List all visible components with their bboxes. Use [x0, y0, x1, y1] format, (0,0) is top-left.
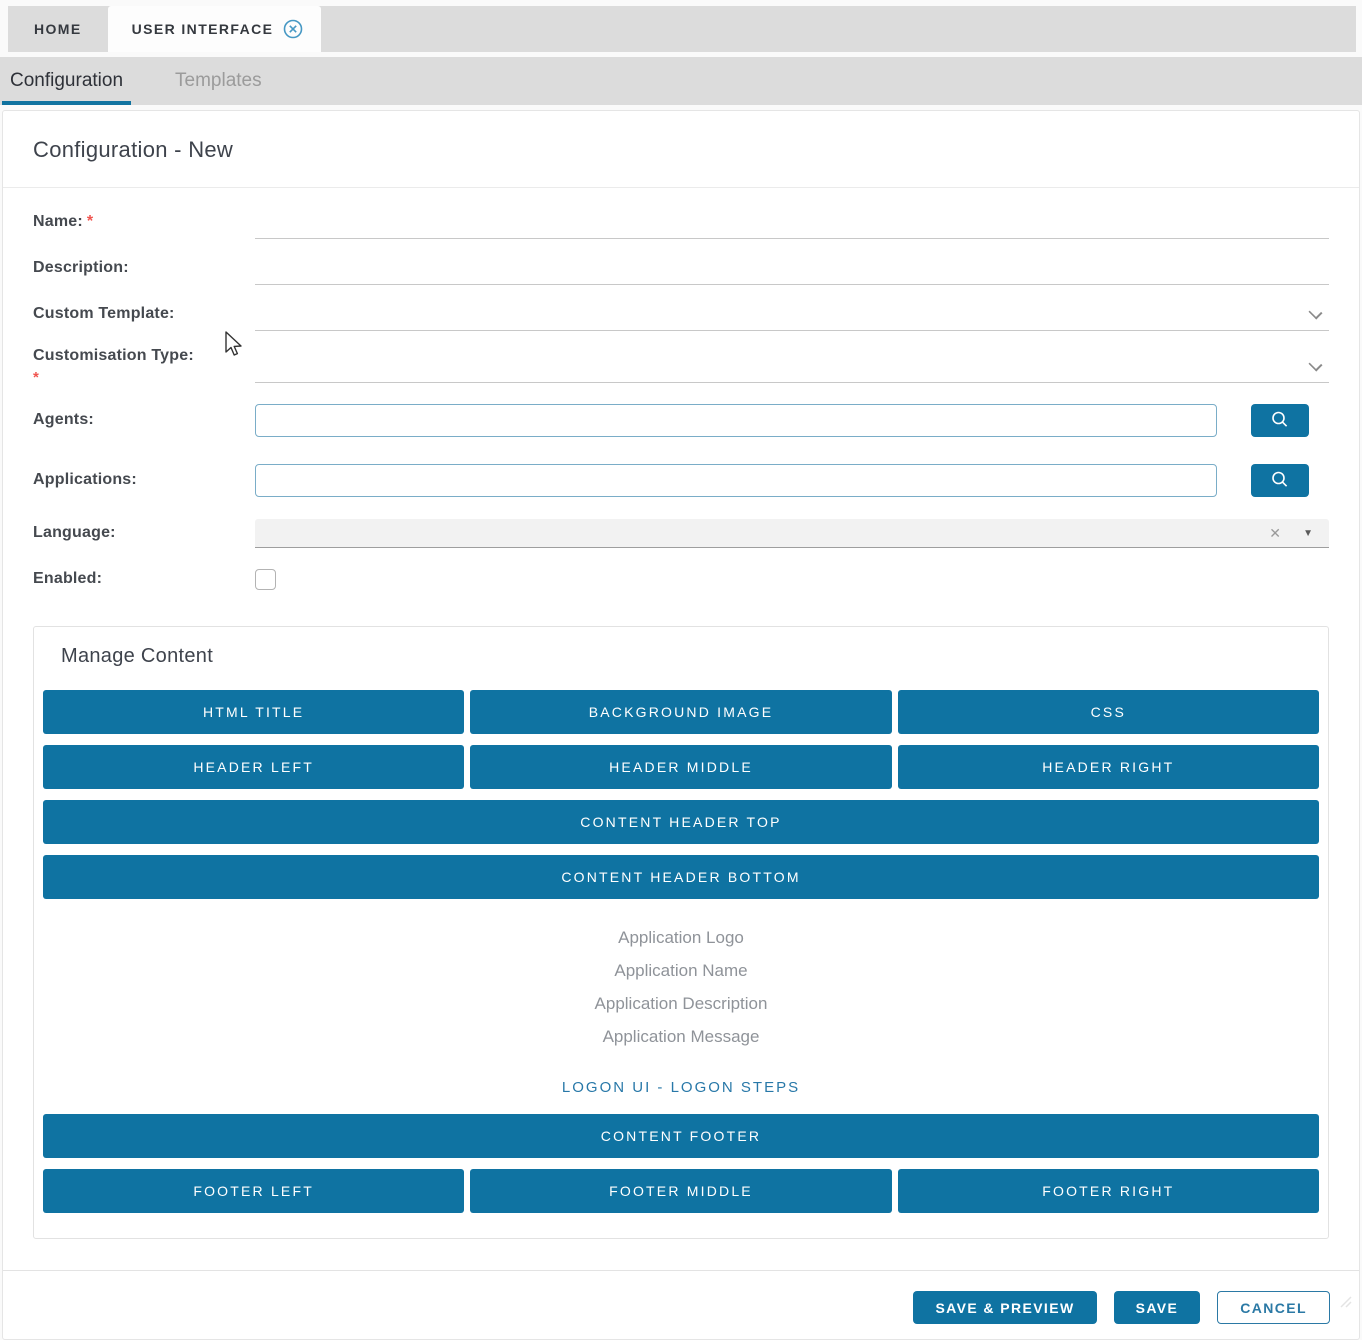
- description-input[interactable]: [255, 256, 1329, 279]
- clear-icon[interactable]: ✕: [1269, 524, 1281, 541]
- page-title: Configuration - New: [33, 137, 234, 162]
- application-message-item: Application Message: [602, 1027, 760, 1046]
- agents-row: [33, 398, 1329, 442]
- customisation-type-label: Customisation Type: *: [33, 347, 255, 386]
- customisation-type-row: [33, 342, 1329, 390]
- panel-header: [3, 111, 1359, 188]
- footer-right-button[interactable]: FOOTER RIGHT: [898, 1169, 1319, 1213]
- customisation-type-value[interactable]: [255, 354, 1329, 377]
- language-label: Language:: [33, 524, 116, 541]
- save-and-preview-button[interactable]: SAVE & PREVIEW: [913, 1291, 1096, 1324]
- content-header-bottom-button[interactable]: CONTENT HEADER BOTTOM: [43, 855, 1319, 899]
- enabled-row: [33, 566, 1329, 592]
- logon-ui-logon-steps-link[interactable]: LOGON UI - LOGON STEPS: [561, 1079, 801, 1096]
- enabled-checkbox[interactable]: [255, 569, 276, 590]
- cancel-button[interactable]: CANCEL: [1217, 1291, 1330, 1324]
- sub-nav: [0, 57, 1362, 105]
- tab-home-label: HOME: [34, 21, 82, 37]
- application-description-item: Application Description: [594, 994, 768, 1013]
- applications-label: Applications:: [33, 471, 137, 488]
- html-title-button[interactable]: HTML TITLE: [43, 690, 464, 734]
- css-button[interactable]: CSS: [898, 690, 1319, 734]
- content-placeholders: [43, 921, 1319, 1053]
- manage-content-section: [33, 626, 1329, 1239]
- agents-label: Agents:: [33, 411, 94, 428]
- enabled-label: Enabled:: [33, 570, 103, 587]
- customisation-type-required-marker: *: [33, 368, 40, 386]
- save-button[interactable]: SAVE: [1114, 1291, 1201, 1324]
- name-label: Name: *: [33, 213, 94, 230]
- language-combobox[interactable]: [255, 519, 1329, 548]
- header-right-button[interactable]: HEADER RIGHT: [898, 745, 1319, 789]
- custom-template-value[interactable]: [255, 302, 1329, 325]
- applications-row: [33, 458, 1329, 502]
- description-row: [33, 250, 1329, 286]
- tab-user-interface[interactable]: [108, 6, 322, 52]
- resize-grip-icon[interactable]: [1336, 1292, 1352, 1308]
- agents-search-button[interactable]: [1251, 404, 1309, 437]
- configuration-form: [3, 188, 1359, 606]
- dropdown-arrow-icon[interactable]: ▼: [1303, 527, 1313, 539]
- header-left-button[interactable]: HEADER LEFT: [43, 745, 464, 789]
- tab-user-interface-label: USER INTERFACE: [131, 21, 274, 37]
- configuration-panel: [2, 110, 1360, 1340]
- top-tab-bar: [0, 0, 1362, 52]
- footer-left-button[interactable]: FOOTER LEFT: [43, 1169, 464, 1213]
- search-icon: [1269, 409, 1291, 431]
- header-middle-button[interactable]: HEADER MIDDLE: [470, 745, 891, 789]
- action-bar: [3, 1270, 1359, 1339]
- manage-content-title: Manage Content: [61, 645, 214, 667]
- language-row: [33, 518, 1329, 548]
- custom-template-label: Custom Template:: [33, 305, 175, 322]
- subtab-configuration[interactable]: [2, 57, 131, 105]
- subtab-templates-label: Templates: [175, 70, 262, 91]
- application-name-item: Application Name: [614, 961, 748, 980]
- customisation-type-select[interactable]: [255, 349, 1329, 383]
- agents-input[interactable]: [255, 404, 1217, 437]
- applications-search-button[interactable]: [1251, 464, 1309, 497]
- name-required-marker: *: [86, 213, 94, 230]
- tab-home[interactable]: [8, 6, 108, 52]
- custom-template-select[interactable]: [255, 297, 1329, 331]
- application-logo-item: Application Logo: [618, 928, 744, 947]
- subtab-configuration-label: Configuration: [10, 70, 124, 91]
- name-input[interactable]: [255, 210, 1329, 233]
- applications-input[interactable]: [255, 464, 1217, 497]
- search-icon: [1269, 469, 1291, 491]
- content-footer-button[interactable]: CONTENT FOOTER: [43, 1114, 1319, 1158]
- subtab-templates[interactable]: [167, 57, 270, 105]
- tab-close-icon[interactable]: [283, 19, 303, 39]
- custom-template-row: [33, 296, 1329, 332]
- content-header-top-button[interactable]: CONTENT HEADER TOP: [43, 800, 1319, 844]
- name-row: [33, 204, 1329, 240]
- footer-middle-button[interactable]: FOOTER MIDDLE: [470, 1169, 891, 1213]
- description-label: Description:: [33, 259, 129, 276]
- background-image-button[interactable]: BACKGROUND IMAGE: [470, 690, 891, 734]
